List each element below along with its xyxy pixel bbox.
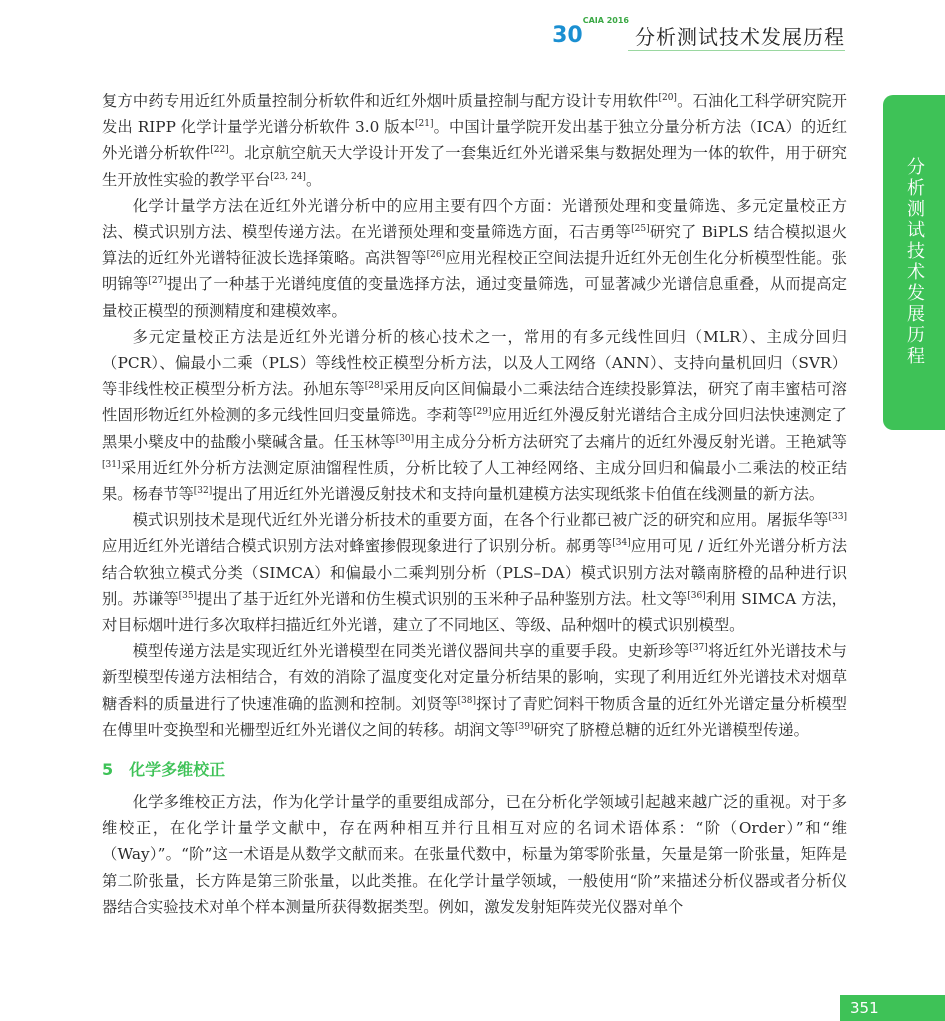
article-body — [102, 88, 847, 920]
text-run: 。中国计量学院开发出基于独立分量分析方法（ICA）的近红外光谱分析软件 — [102, 118, 847, 163]
text-run: 应用近红外漫反射光谱结合主成分回归法快速测定了黑果小檗皮中的盐酸小檗碱含量。任玉林等 — [102, 406, 847, 451]
citation-ref: [36] — [687, 590, 706, 601]
chapter-side-tab — [883, 95, 945, 430]
text-run: 复方中药专用近红外质量控制分析软件和近红外烟叶质量控制与配方设计专用软件 — [102, 92, 659, 110]
paragraph — [102, 789, 847, 920]
section-number: 5 — [102, 760, 114, 780]
citation-ref: [27] — [148, 276, 167, 287]
header-divider — [628, 50, 845, 51]
text-run: 用主成分分析方法研究了去痛片的近红外漫反射光谱。王艳斌等 — [414, 432, 847, 451]
citation-ref: [28] — [364, 381, 384, 392]
text-run: 利用 SIMCA 方法，对目标烟叶进行多次取样扫描近红外光谱，建立了不同地区、等级、品种烟叶的模式识别模型。 — [102, 589, 847, 635]
text-run: 探讨了青贮饲料干物质含量的近红外光谱定量分析模型在傅里叶变换型和光栅型近红外光谱仪之间的转移。胡润文等 — [102, 694, 847, 739]
header-title: 分析测试技术发展历程 — [635, 24, 845, 49]
text-run: 多元定量校正方法是近红外光谱分析的核心技术之一，常用的有多元线性回归（MLR）、主成分回归（PCR）、偏最小二乘（PLS）等线性校正模型分析方法，以及人工网络（ANN）、支持向量机回归（SVR）等非线性校正模型分析方法。孙旭东等 — [102, 327, 847, 399]
section-title: 化学多维校正 — [129, 760, 226, 780]
paragraph — [102, 638, 847, 743]
text-run: 应用光程校正空间法提升近红外无创生化分析模型性能。张明锦等 — [102, 249, 847, 294]
side-tab-label: 分析测试技术发展历程 — [904, 157, 925, 367]
text-run: 研究了 BiPLS 结合模拟退火算法的近红外光谱特征波长选择策略。高洪智等 — [102, 223, 847, 268]
text-run: 。北京航空航天大学设计开发了一套集近红外光谱采集与数据处理为一体的软件，用于研究生开放性实验的教学平台 — [102, 144, 847, 189]
citation-ref: [29] — [472, 407, 492, 418]
text-run: 将近红外光谱技术与新型模型传递方法相结合，有效的消除了温度变化对定量分析结果的影响，实现了利用近红外光谱技术对烟草糖香料的质量进行了快速准确的监测和控制。刘贤等 — [102, 642, 847, 713]
paragraph-group — [102, 88, 847, 743]
text-run: 模式识别技术是现代近红外光谱分析技术的重要方面，在各个行业都已被广泛的研究和应用。屠振华等 — [132, 511, 829, 530]
citation-ref: [34] — [612, 538, 631, 549]
paragraph — [102, 88, 847, 193]
text-run: 。石油化工科学研究院开发出 RIPP 化学计量学光谱分析软件 3.0 版本 — [102, 92, 847, 137]
text-run: 采用近红外分析方法测定原油馏程性质，分析比较了人工神经网络、主成分回归和偏最小二乘法的校正结果。杨春节等 — [102, 458, 847, 504]
text-run: 提出了基于近红外光谱和仿生模式识别的玉米种子品种鉴别方法。杜文等 — [197, 589, 688, 608]
citation-ref: [35] — [178, 590, 198, 601]
text-run: 提出了用近红外光谱漫反射技术和支持向量机建模方法实现纸浆卡伯值在线测量的新方法。 — [212, 485, 825, 504]
citation-ref: [33] — [828, 512, 847, 523]
paragraph — [102, 193, 847, 324]
text-run: 提出了一种基于光谱纯度值的变量选择方法，通过变量筛选，可显著减少光谱信息重叠，从而提高定量校正模型的预测精度和建模效率。 — [102, 275, 847, 320]
citation-ref: [38] — [457, 695, 476, 706]
text-run: 采用反向区间偏最小二乘法结合连续投影算法，研究了南丰蜜桔可溶性固形物近红外检测的多元线性回归变量筛选。李莉等 — [102, 380, 847, 425]
citation-ref: [22] — [210, 145, 229, 156]
citation-ref: [25] — [631, 224, 650, 235]
text-run: 研究了脐橙总糖的近红外光谱模型传递。 — [533, 720, 809, 739]
page-header — [552, 18, 845, 52]
citation-ref: [26] — [426, 250, 446, 261]
citation-ref: [39] — [515, 721, 534, 732]
citation-ref: [30] — [395, 433, 415, 444]
text-run: 应用可见 / 近红外光谱分析方法结合软独立模式分类（SIMCA）和偏最小二乘判别分析（PLS–DA）模式识别方法对赣南脐橙的品种进行识别。苏谦等 — [102, 537, 847, 608]
citation-ref: [32] — [193, 486, 213, 497]
citation-ref: [21] — [415, 119, 434, 130]
section-heading — [102, 757, 847, 783]
section-paragraph-group — [102, 789, 847, 920]
paragraph — [102, 507, 847, 638]
anniversary-logo: $30^{CAIA 2016}$ — [552, 16, 629, 48]
text-run: 化学多维校正方法，作为化学计量学的重要组成部分，已在分析化学领域引起越来越广泛的重视。对于多维校正，在化学计量学文献中，存在两种相互并行且相互对应的名词术语体系：“阶（Order）”和“维（Way）”。“阶”这一术语是从数学文献而来。在张量代数中，标量为第零阶张量，矢量是第一阶张量，矩阵是第二阶张量，长方阵是第三阶张量，以此类推。在化学计量学领域，一般使用“阶”来描述分析仪器或者分析仪器结合实验技术对单个样本测量所获得数据类型。例如，激发发射矩阵荧光仪器对单个 — [102, 793, 847, 916]
citation-ref: [31] — [102, 459, 121, 470]
text-run: 。 — [305, 170, 322, 189]
citation-ref: [20] — [658, 93, 677, 103]
text-run: 应用近红外光谱结合模式识别方法对蜂蜜掺假现象进行了识别分析。郝勇等 — [102, 537, 613, 556]
citation-ref: [23, 24] — [270, 171, 306, 182]
paragraph — [102, 324, 847, 507]
text-run: 模型传递方法是实现近红外光谱模型在同类光谱仪器间共享的重要手段。史新珍等 — [132, 642, 690, 661]
page-number: 351 — [840, 995, 945, 1021]
citation-ref: [37] — [689, 643, 708, 654]
text-run: 化学计量学方法在近红外光谱分析中的应用主要有四个方面：光谱预处理和变量筛选、多元定量校正方法、模式识别方法、模型传递方法。在光谱预处理和变量筛选方面，石吉勇等 — [102, 196, 847, 242]
